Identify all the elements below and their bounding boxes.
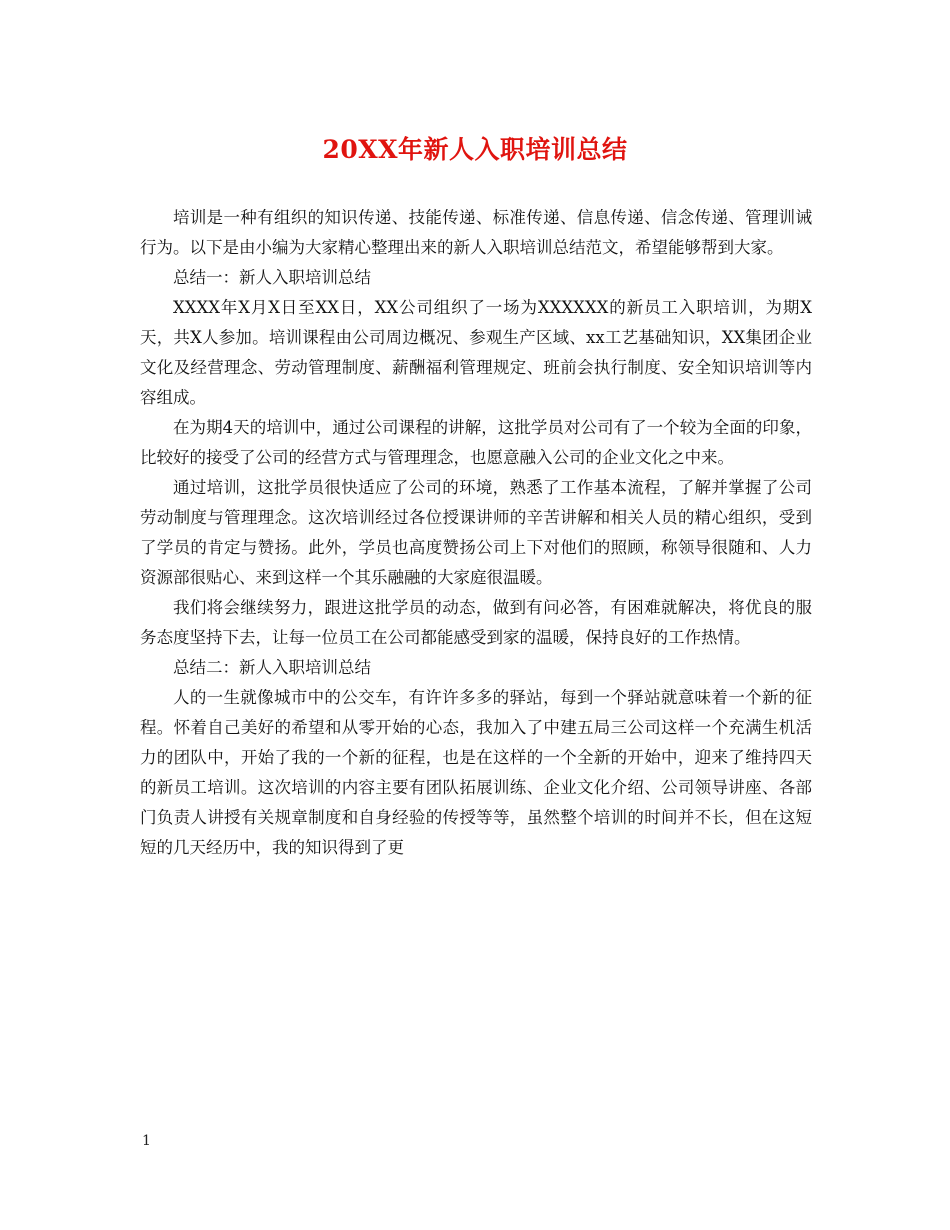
body-paragraph: 我们将会继续努力，跟进这批学员的动态，做到有问必答，有困难就解决，将优良的服务态度坚持下去，让每一位员工在公司都能感受到家的温暖，保持良好的工作热情。 <box>140 598 812 647</box>
body-paragraph: 人的一生就像城市中的公交车，有许许多多的驿站，每到一个驿站就意味着一个新的征程。怀着自己美好的希望和从零开始的心态，我加入了中建五局三公司这样一个充满生机活力的团队中，开始了我的一个新的征程，也是在这样的一个全新的开始中，迎来了维持四天的新员工培训。这次培训的内容主要有团队拓展训练、企业文化介绍、公司领导讲座、各部门负责人讲授有关规章制度和自身经验的传授等等，虽然整个培训的时间并不长，但在这短短的几天经历中，我的知识得到了更 <box>140 688 812 857</box>
intro-paragraph: 培训是一种有组织的知识传递、技能传递、标准传递、信息传递、信念传递、管理训诫行为。以下是由小编为大家精心整理出来的新人入职培训总结范文，希望能够帮到大家。 <box>140 208 812 257</box>
body-paragraph: 通过培训，这批学员很快适应了公司的环境，熟悉了工作基本流程，了解并掌握了公司劳动制度与管理理念。这次培训经过各位授课讲师的辛苦讲解和相关人员的精心组织，受到了学员的肯定与赞扬。此外，学员也高度赞扬公司上下对他们的照顾，称领导很随和、人力资源部很贴心、来到这样一个其乐融融的大家庭很温暖。 <box>140 478 812 587</box>
section-heading-one: 总结一：新人入职培训总结 <box>173 268 371 287</box>
document-body <box>140 203 812 863</box>
body-paragraph: 在为期4天的培训中，通过公司课程的讲解，这批学员对公司有了一个较为全面的印象，比较好的接受了公司的经营方式与管理理念，也愿意融入公司的企业文化之中来。 <box>140 418 812 467</box>
section-heading-two: 总结二：新人入职培训总结 <box>173 658 371 677</box>
page-number: 1 <box>142 1133 151 1149</box>
body-paragraph: XXXX年X月X日至XX日，XX公司组织了一场为XXXXXX的新员工入职培训，为期X天，共X人参加。培训课程由公司周边概况、参观生产区域、xx工艺基础知识，XX集团企业文化及经营理念、劳动管理制度、薪酬福利管理规定、班前会执行制度、安全知识培训等内容组成。 <box>140 298 812 407</box>
document-title: 20XX年新人入职培训总结 <box>322 135 628 164</box>
